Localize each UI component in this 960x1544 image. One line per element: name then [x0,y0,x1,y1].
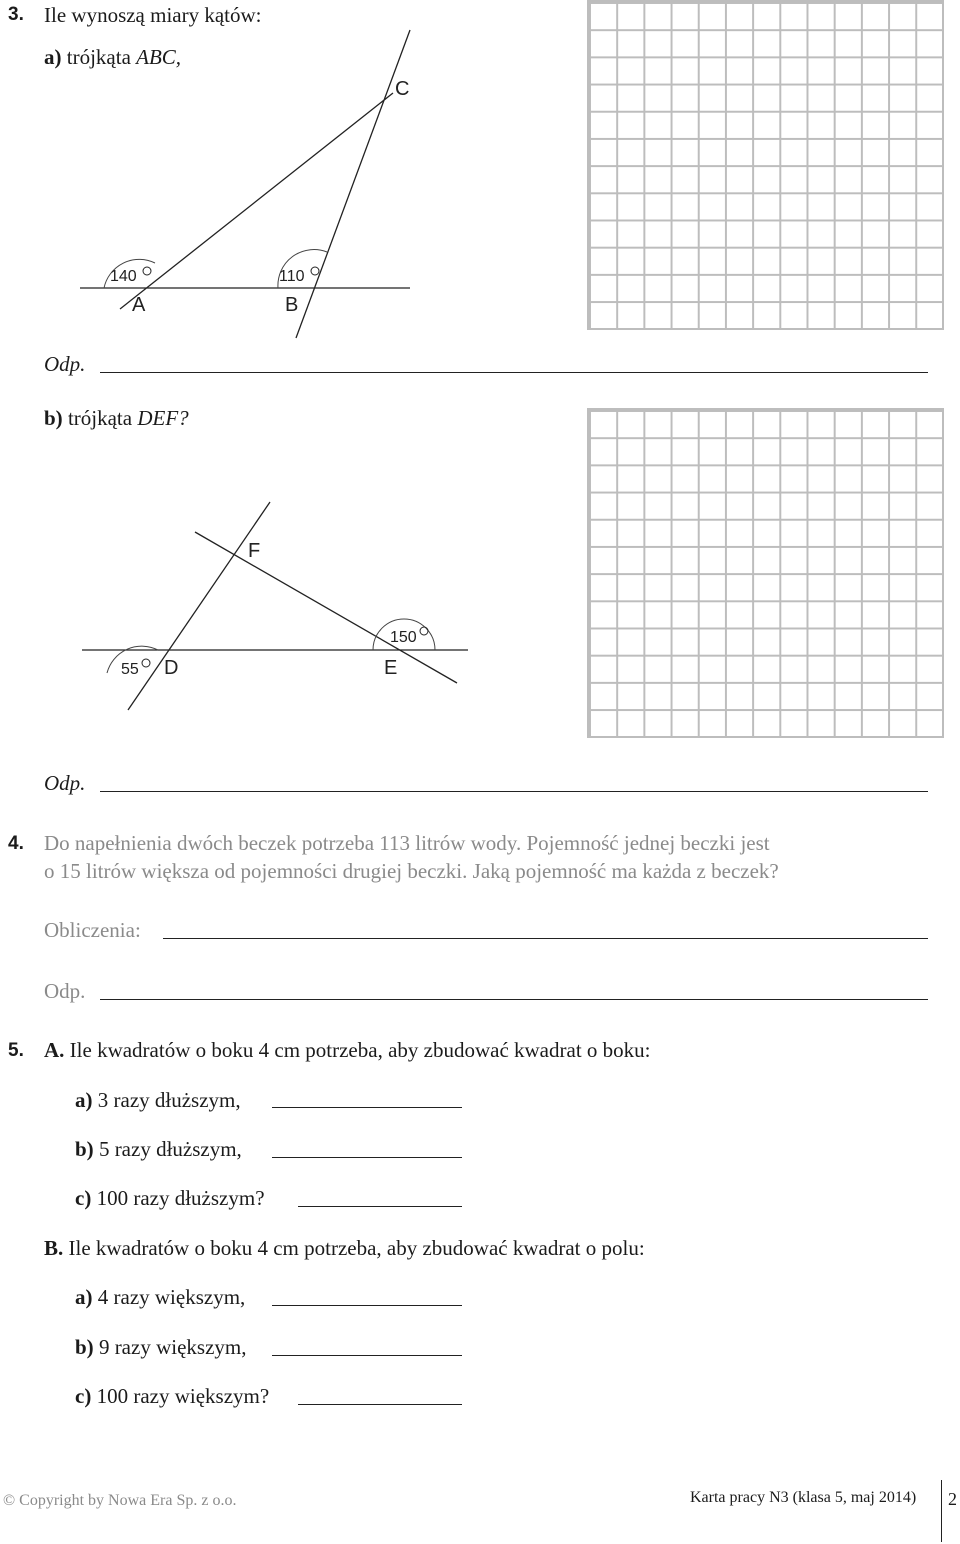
item-text: 3 razy dłuższym, [97,1088,241,1112]
triangle-abc-figure [0,0,560,360]
task3b-label: b) [44,406,63,430]
item-text: 4 razy większym, [97,1285,246,1309]
item-label: a) [75,1285,93,1309]
task3b-triangle-name: DEF? [137,406,189,430]
task3a-label: a) [44,45,62,69]
task5a-item-a-answer-line[interactable] [272,1107,462,1108]
degree-icon [143,267,151,275]
task3a-text: trójkąta [66,45,131,69]
degree-icon [311,267,319,275]
item-label: c) [75,1186,92,1210]
task5b-label: B. [44,1236,64,1260]
task5-number: 5. [8,1040,24,1061]
angle-a-value: 140 [110,268,137,285]
degree-icon [420,627,428,635]
task5a-item-c [75,1186,265,1211]
task5a-item-b [75,1137,242,1162]
vertex-e-label: E [384,657,398,679]
page-number: 2 [948,1489,957,1509]
angle-d-value: 55 [121,661,139,678]
degree-icon [142,659,150,667]
item-text: 9 razy większym, [98,1335,247,1359]
task5b-question [44,1236,645,1261]
task5b-item-b [75,1335,246,1360]
task3a-triangle-name: ABC, [136,45,182,69]
task3b-question [44,406,189,431]
task3b-answer-label: Odp. [44,771,86,795]
item-text: 5 razy dłuższym, [98,1137,242,1161]
task4-text-line1: Do napełnienia dwóch beczek potrzeba 113 litrów wody. Pojemność jednej beczki jest [44,831,770,855]
vertex-d-label: D [164,657,179,679]
angle-b-value: 110 [279,268,305,285]
triangle-def-figure [0,480,560,740]
squared-grid-2 [587,408,944,738]
vertex-f-label: F [248,540,261,562]
task5a-text: Ile kwadratów o boku 4 cm potrzeba, aby zbudować kwadrat o boku: [69,1038,651,1062]
task3-number: 3. [8,4,24,25]
footer-title: Karta pracy N3 (klasa 5, maj 2014) [690,1489,917,1506]
task5a-item-c-answer-line[interactable] [298,1206,462,1207]
task3b-answer-line[interactable] [100,791,928,792]
task5b-item-a [75,1285,245,1310]
task5b-item-c-answer-line[interactable] [298,1404,462,1405]
task5b-item-a-answer-line[interactable] [272,1305,462,1306]
task4-number: 4. [8,833,24,854]
item-label: c) [75,1384,92,1408]
task3-title: Ile wynoszą miary kątów: [44,3,262,27]
task3a-answer-line[interactable] [100,372,928,373]
footer-copyright: © Copyright by Nowa Era Sp. z o.o. [3,1492,237,1509]
task4-calc-label: Obliczenia: [44,918,141,942]
item-label: b) [75,1335,94,1359]
task5a-item-b-answer-line[interactable] [272,1157,462,1158]
item-label: b) [75,1137,94,1161]
task5a-label: A. [44,1038,65,1062]
task3a-answer-label: Odp. [44,352,86,376]
item-label: a) [75,1088,93,1112]
task5b-item-c [75,1384,269,1409]
angle-e-value: 150 [390,629,417,646]
vertex-a-label: A [132,294,146,316]
task4-answer-label: Odp. [44,979,86,1003]
footer-divider [941,1480,942,1542]
task5a-item-a [75,1088,241,1113]
task4-calc-line[interactable] [163,938,928,939]
item-text: 100 razy dłuższym? [96,1186,265,1210]
task4-text-line2: o 15 litrów większa od pojemności drugiej beczki. Jaką pojemność ma każda z beczek? [44,859,779,883]
vertex-c-label: C [395,78,410,100]
task5b-item-b-answer-line[interactable] [272,1355,462,1356]
squared-grid-1 [587,0,944,330]
task5b-text: Ile kwadratów o boku 4 cm potrzeba, aby zbudować kwadrat o polu: [68,1236,645,1260]
task3b-text: trójkąta [67,406,133,430]
item-text: 100 razy większym? [96,1384,270,1408]
task4-answer-line[interactable] [100,999,928,1000]
vertex-b-label: B [285,294,299,316]
task5a-question [44,1038,650,1063]
